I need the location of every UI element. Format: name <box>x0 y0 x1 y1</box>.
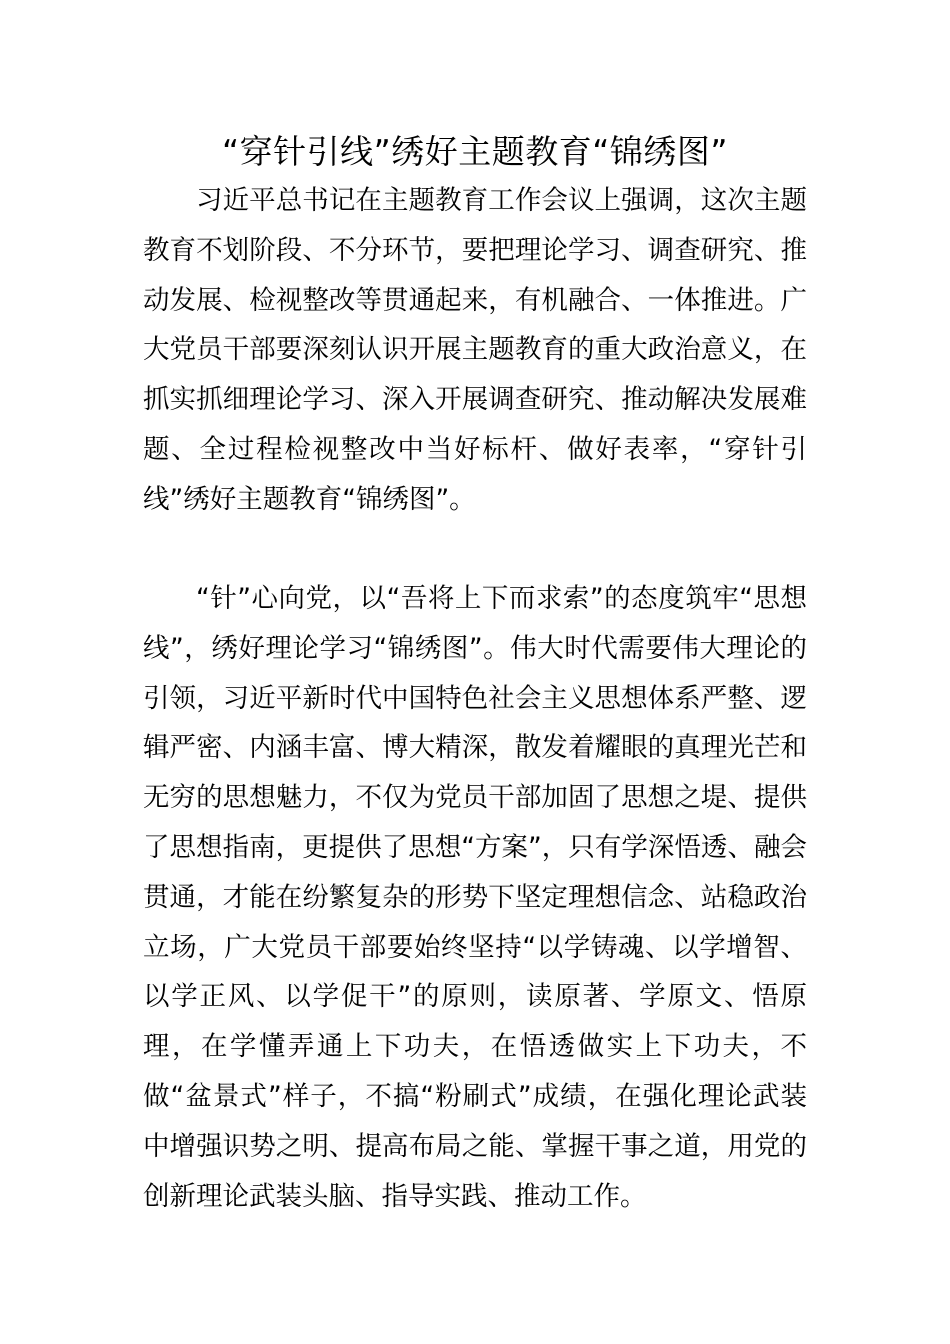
paragraph-intro: 习近平总书记在主题教育工作会议上强调，这次主题教育不划阶段、不分环节，要把理论学习、调查研究、推动发展、检视整改等贯通起来，有机融合、一体推进。广大党员干部要深刻认识开展主题教育的重大政治意义，在抓实抓细理论学习、深入开展调查研究、推动解决发展难题、全过程检视整改中当好标杆、做好表率，“穿针引线”绣好主题教育“锦绣图”。 <box>143 185 807 515</box>
paragraph-theory-study: “针”心向党，以“吾将上下而求索”的态度筑牢“思想线”，绣好理论学习“锦绣图”。伟大时代需要伟大理论的引领，习近平新时代中国特色社会主义思想体系严整、逻辑严密、内涵丰富、博大精深，散发着耀眼的真理光芒和无穷的思想魅力，不仅为党员干部加固了思想之堤、提供了思想指南，更提供了思想“方案”，只有学深悟透、融会贯通，才能在纷繁复杂的形势下坚定理想信念、站稳政治立场，广大党员干部要始终坚持“以学铸魂、以学增智、以学正风、以学促干”的原则，读原著、学原文、悟原理，在学懂弄通上下功夫，在悟透做实上下功夫，不做“盆景式”样子，不搞“粉刷式”成绩，在强化理论武装中增强识势之明、提高布局之能、掌握干事之道，用党的创新理论武装头脑、指导实践、推动工作。 <box>143 583 807 1212</box>
document-title: “穿针引线”绣好主题教育“锦绣图” <box>222 132 728 171</box>
